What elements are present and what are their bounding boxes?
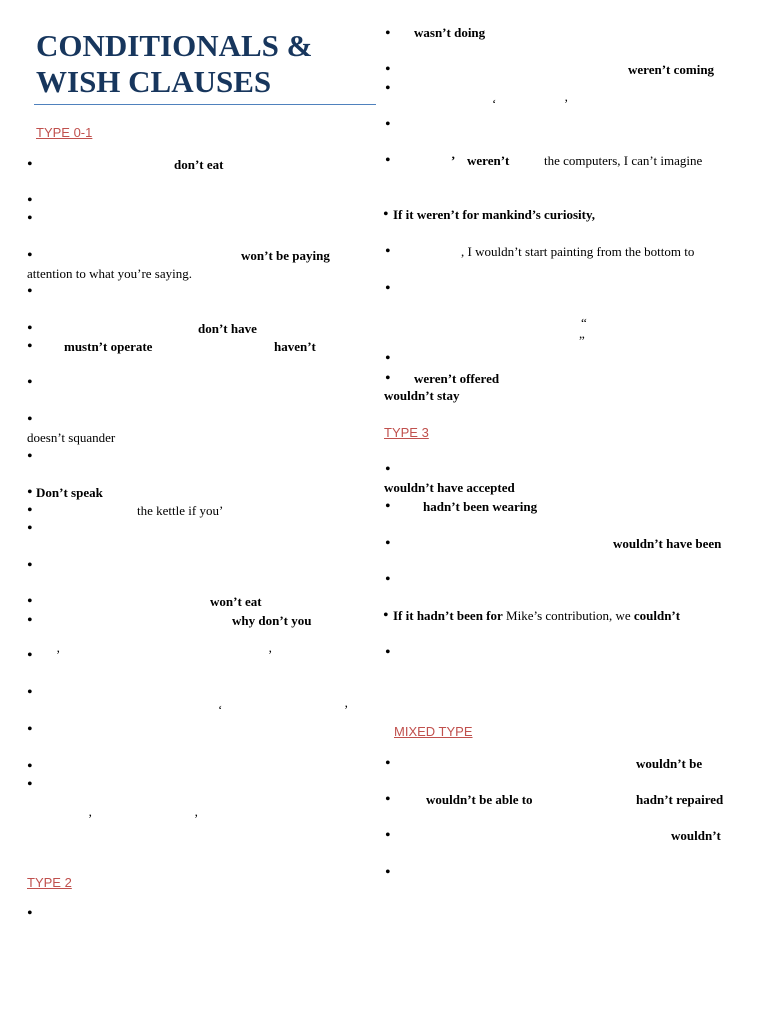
- title-divider: [34, 104, 376, 105]
- bullet: •: [27, 520, 33, 537]
- bullet: •: [385, 80, 391, 97]
- bullet: •: [27, 612, 33, 629]
- quote-mark: ’: [88, 811, 93, 826]
- bullet: •: [27, 502, 33, 519]
- bullet: •: [385, 243, 391, 260]
- item-text: wouldn’t have been: [613, 536, 722, 551]
- quote-mark: ’: [451, 153, 456, 168]
- item-text: Don’t speak: [36, 485, 103, 500]
- bullet: •: [27, 411, 33, 428]
- item-text: won’t eat: [210, 594, 262, 609]
- bullet: •: [27, 374, 33, 391]
- bullet: •: [27, 593, 33, 610]
- item-text: wouldn’t be able to: [426, 792, 533, 807]
- bullet: •: [27, 320, 33, 337]
- item-text: doesn’t squander: [27, 430, 116, 445]
- section-heading-type-3: TYPE 3: [384, 425, 429, 440]
- item-text: haven’t: [274, 339, 316, 354]
- bullet: •: [27, 192, 33, 209]
- item-text: couldn’t: [633, 608, 681, 623]
- bullet: •: [27, 484, 33, 501]
- item-text: weren’t: [467, 153, 510, 168]
- title-line-2: WISH CLAUSES: [36, 64, 272, 99]
- quote-mark: ‘: [218, 702, 223, 717]
- item-text: attention to what you’re saying.: [27, 266, 192, 281]
- bullet: •: [385, 571, 391, 588]
- bullet: •: [27, 283, 33, 300]
- item-text: If it weren’t for mankind’s curiosity,: [393, 207, 595, 222]
- item-text: Mike’s contribution, we: [506, 608, 631, 623]
- quote-mark: ’: [56, 647, 61, 662]
- item-text: the computers, I can’t imagine: [544, 153, 703, 168]
- bullet: •: [385, 116, 391, 133]
- item-text: wouldn’t stay: [384, 388, 460, 403]
- bullet: •: [385, 644, 391, 661]
- quote-mark: ”: [579, 333, 585, 348]
- bullet: •: [27, 247, 33, 264]
- bullet: •: [385, 498, 391, 515]
- item-text: wasn’t doing: [414, 25, 486, 40]
- bullet: •: [385, 280, 391, 297]
- bullet: •: [383, 607, 389, 624]
- bullet: •: [27, 156, 33, 173]
- quote-mark: “: [581, 315, 587, 330]
- item-text: , I wouldn’t start painting from the bottom to: [461, 244, 695, 259]
- bullet: •: [385, 864, 391, 881]
- bullet: •: [27, 905, 33, 922]
- bullet: •: [27, 758, 33, 775]
- bullet: •: [385, 61, 391, 78]
- item-text: If it hadn’t been for: [393, 608, 503, 623]
- bullet: •: [385, 461, 391, 478]
- bullet: •: [383, 206, 389, 223]
- document-title: [36, 28, 312, 100]
- bullet: •: [27, 721, 33, 738]
- bullet: •: [385, 827, 391, 844]
- bullet: •: [385, 755, 391, 772]
- bullet: •: [385, 152, 391, 169]
- item-text: wouldn’t have accepted: [384, 480, 515, 495]
- bullet: •: [385, 370, 391, 387]
- bullet: •: [27, 448, 33, 465]
- item-text: don’t eat: [174, 157, 224, 172]
- item-text: hadn’t repaired: [636, 792, 724, 807]
- item-text: won’t be paying: [241, 248, 330, 263]
- bullet: •: [385, 535, 391, 552]
- section-heading-mixed-type: MIXED TYPE: [394, 724, 473, 739]
- bullet: •: [27, 684, 33, 701]
- item-text: why don’t you: [232, 613, 312, 628]
- item-text: weren’t coming: [628, 62, 715, 77]
- section-heading-type-0-1: TYPE 0-1: [36, 125, 93, 140]
- item-text: weren’t offered: [414, 371, 500, 386]
- bullet: •: [27, 338, 33, 355]
- quote-mark: ’: [194, 811, 199, 826]
- title-line-1: CONDITIONALS &: [36, 28, 313, 63]
- bullet: •: [385, 25, 391, 42]
- item-sentence: [393, 608, 680, 624]
- bullet: •: [27, 776, 33, 793]
- bullet: •: [385, 350, 391, 367]
- item-text: don’t have: [198, 321, 257, 336]
- item-text: mustn’t operate: [64, 339, 153, 354]
- item-text: wouldn’t be: [636, 756, 703, 771]
- quote-mark: ’: [268, 647, 273, 662]
- bullet: •: [385, 791, 391, 808]
- bullet: •: [27, 647, 33, 664]
- bullet: •: [27, 210, 33, 227]
- item-text: the kettle if you’: [137, 503, 224, 518]
- quote-mark: ’: [344, 702, 349, 717]
- quote-mark: ‘: [492, 96, 497, 111]
- item-text: wouldn’t: [671, 828, 721, 843]
- bullet: •: [27, 557, 33, 574]
- item-text: hadn’t been wearing: [423, 499, 538, 514]
- section-heading-type-2: TYPE 2: [27, 875, 72, 890]
- quote-mark: ’: [564, 96, 569, 111]
